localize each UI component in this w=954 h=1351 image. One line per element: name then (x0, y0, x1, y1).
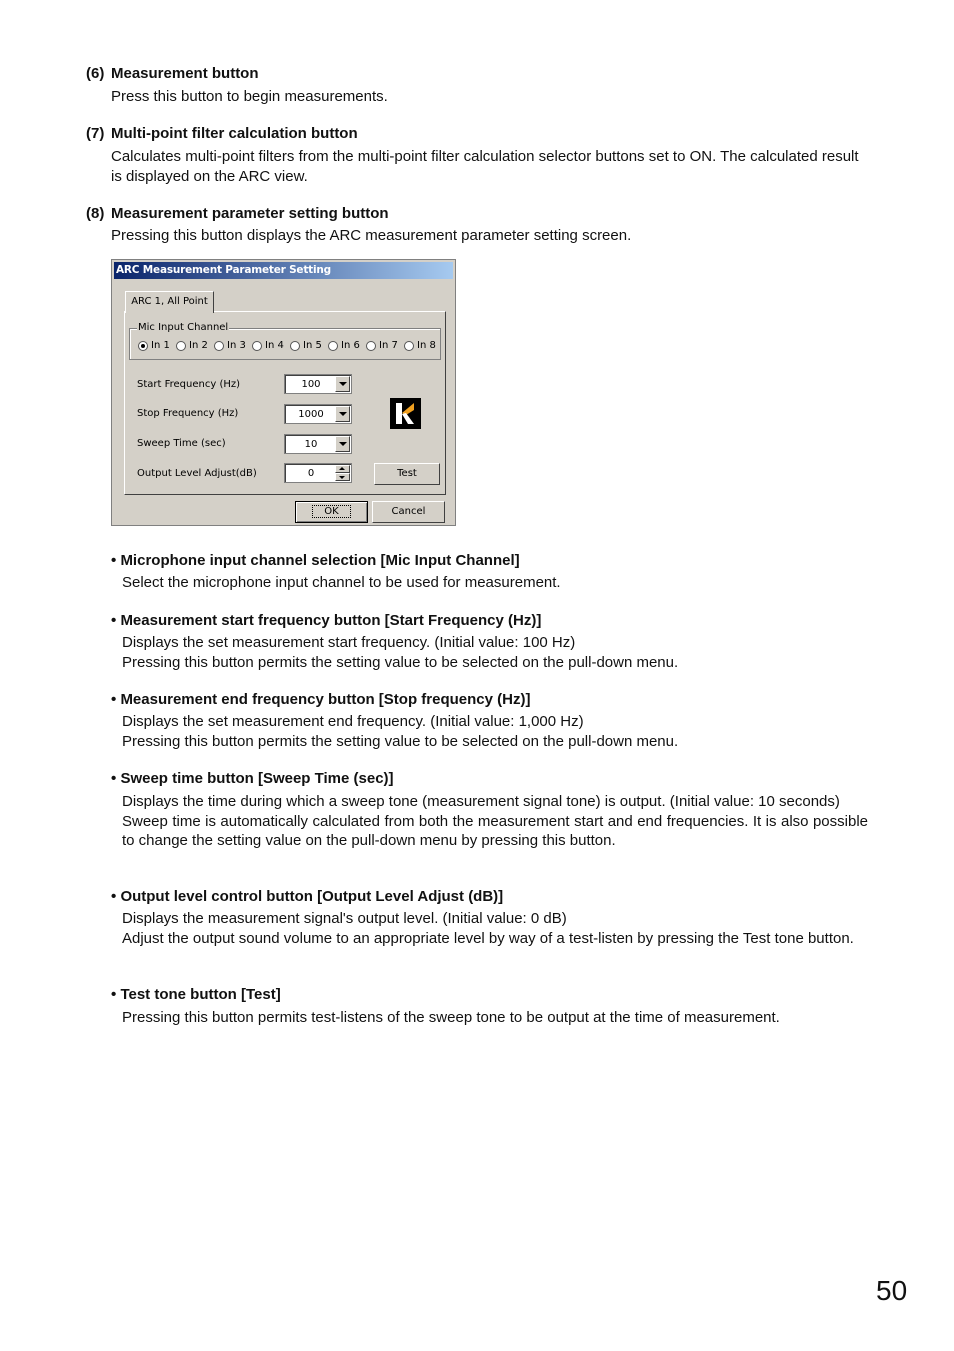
ok-button[interactable]: OK (295, 501, 368, 523)
cancel-button[interactable]: Cancel (372, 501, 445, 523)
sweep-time-combo[interactable]: 10 (284, 434, 352, 454)
radio-icon (290, 341, 300, 351)
chevron-down-icon[interactable] (335, 436, 350, 452)
bullet-test-tone-title: • Test tone button [Test] (111, 986, 281, 1003)
bullet-sweep-time-body: Displays the time during which a sweep tone (measurement signal tone) is output. (Initial value: 10 seconds) Sweep time is automatically calculated from both the measurement start and end frequencies. It is also possible to change the setting value on the pull-down menu by pressing this button. (122, 793, 868, 849)
radio-icon (176, 341, 186, 351)
bullet-start-frequency-body: Displays the set measurement start frequency. (Initial value: 100 Hz) Pressing this button permits the setting value to be selected on the pull-down menu. (122, 634, 679, 671)
bullet-stop-frequency-body: Displays the set measurement end frequency. (Initial value: 1,000 Hz) Pressing this button permits the setting value to be selected on the pull-down menu. (122, 713, 679, 750)
radio-icon (328, 341, 338, 351)
chevron-down-icon[interactable] (335, 406, 350, 422)
bullet-mic-input-title: • Microphone input channel selection [Mic Input Channel] (111, 552, 520, 569)
radio-in-4[interactable]: In 4 (252, 340, 290, 351)
output-level-label: Output Level Adjust(dB) (137, 468, 257, 479)
radio-in-2[interactable]: In 2 (176, 340, 214, 351)
bullet-sweep-time-title: • Sweep time button [Sweep Time (sec)] (111, 770, 394, 787)
stop-frequency-combo[interactable]: 1000 (284, 404, 352, 424)
section-7-body: Calculates multi-point filters from the multi-point filter calculation selector buttons set to ON. The calculated result is displayed on the ARC view. (111, 148, 859, 185)
bullet-output-level-title: • Output level control button [Output Level Adjust (dB)] (111, 888, 504, 905)
spin-up-icon[interactable] (335, 465, 350, 473)
radio-in-3[interactable]: In 3 (214, 340, 252, 351)
section-6-body: Press this button to begin measurements. (111, 88, 388, 105)
radio-in-7[interactable]: In 7 (366, 340, 404, 351)
chevron-down-icon[interactable] (335, 376, 350, 392)
arc-parameter-dialog (111, 259, 456, 526)
bullet-output-level-body: Displays the measurement signal's output level. (Initial value: 0 dB) Adjust the output sound volume to an appropriate level by way of a test-listen by pressing the Test tone button. (122, 910, 854, 947)
k-logo-icon (390, 398, 421, 429)
radio-in-1[interactable]: In 1 (138, 340, 176, 351)
stop-frequency-label: Stop Frequency (Hz) (137, 408, 239, 419)
sweep-time-label: Sweep Time (sec) (137, 438, 226, 449)
radio-in-5[interactable]: In 5 (290, 340, 328, 351)
section-6-title: (6) Measurement button (86, 65, 259, 82)
radio-in-8[interactable]: In 8 (404, 340, 442, 351)
bullet-mic-input-body: Select the microphone input channel to be used for measurement. (122, 574, 561, 591)
radio-selected-icon (138, 341, 148, 351)
section-8-title: (8) Measurement parameter setting button (86, 205, 389, 222)
radio-icon (366, 341, 376, 351)
radio-in-6[interactable]: In 6 (328, 340, 366, 351)
section-8-body: Pressing this button displays the ARC measurement parameter setting screen. (111, 227, 632, 244)
start-frequency-combo[interactable]: 100 (284, 374, 352, 394)
bullet-start-frequency-title: • Measurement start frequency button [Start Frequency (Hz)] (111, 612, 542, 629)
mic-input-group-label: Mic Input Channel (138, 322, 229, 333)
radio-icon (252, 341, 262, 351)
bullet-test-tone-body: Pressing this button permits test-listens of the sweep tone to be output at the time of measurement. (122, 1009, 780, 1026)
start-frequency-label: Start Frequency (Hz) (137, 379, 241, 390)
test-button[interactable]: Test (374, 463, 440, 485)
section-7-title: (7) Multi-point filter calculation button (86, 125, 358, 142)
spin-down-icon[interactable] (335, 473, 350, 481)
dialog-title: ARC Measurement Parameter Setting (114, 262, 453, 279)
bullet-stop-frequency-title: • Measurement end frequency button [Stop frequency (Hz)] (111, 691, 531, 708)
radio-icon (404, 341, 414, 351)
page-number: 50 (876, 1275, 908, 1306)
mic-input-radios (138, 340, 442, 351)
radio-icon (214, 341, 224, 351)
output-level-spinner[interactable]: 0 (284, 463, 352, 483)
tab-arc1-all-point[interactable]: ARC 1, All Point (125, 291, 214, 313)
